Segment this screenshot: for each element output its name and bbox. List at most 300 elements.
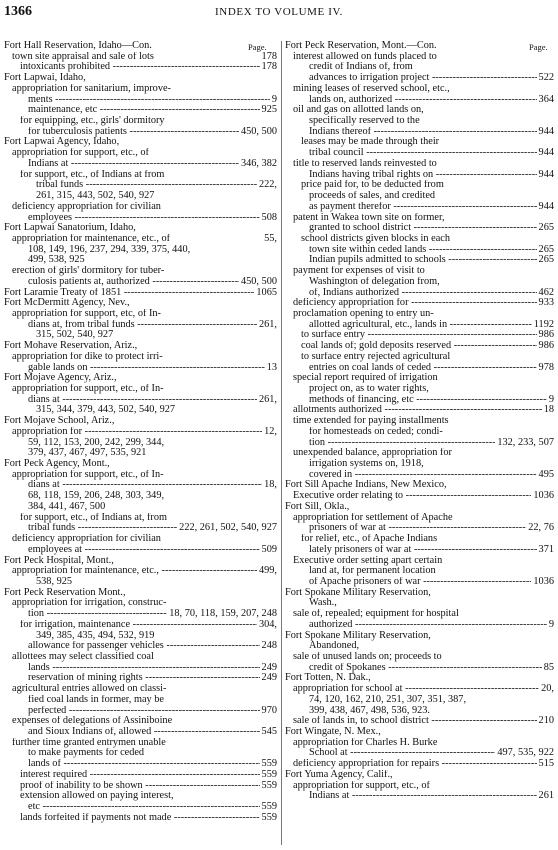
index-entry-line — [4, 180, 277, 191]
page-reference: 210 — [538, 716, 554, 727]
index-entry-line — [4, 95, 277, 106]
index-entry-heading — [4, 298, 277, 309]
index-entry-line — [285, 95, 554, 106]
index-entry-line — [285, 341, 554, 352]
index-entry-line — [4, 663, 277, 674]
right-index-column — [285, 41, 554, 802]
index-entry-line — [4, 202, 277, 213]
page-reference: 978 — [538, 362, 554, 373]
index-entry-line — [285, 266, 554, 277]
page-reference: 265 — [538, 223, 554, 234]
entry-text: Washington of delegation from, — [309, 276, 440, 287]
entry-text: erection of girls' dormitory for tuber- — [12, 266, 165, 277]
entry-text: appropriation for Charles H. Burke — [293, 737, 438, 748]
entry-text: gable lands on ----- — [28, 363, 277, 374]
entry-text: appropriation for sanitarium, improve- — [12, 83, 171, 94]
entry-text: Fort Totten, N. Dak., — [285, 673, 371, 684]
index-entry-heading — [4, 588, 277, 599]
page-reference: 265 — [538, 244, 554, 255]
page-reference: 986 — [538, 330, 554, 341]
index-entry-line — [4, 405, 277, 416]
page-reference: 12, — [264, 426, 277, 437]
entry-text: deficiency appropriation for ----- — [293, 298, 554, 309]
entry-text: sale of unused lands on; proceeds to — [293, 651, 442, 662]
index-entry-line — [285, 748, 554, 759]
entry-text: prisoners of war at ----- — [309, 523, 554, 534]
index-entry-line — [4, 759, 277, 770]
index-entry-line — [4, 738, 277, 749]
index-entry-line — [4, 234, 277, 245]
index-entry-line — [285, 277, 554, 288]
page-reference: 222, 261, 502, 540, 927 — [179, 523, 277, 534]
entry-text: Fort Lapwai, Idaho, — [4, 73, 86, 84]
entry-text: lands forfeited if payments not made ----- — [20, 813, 277, 824]
right-page-column-header: Page. — [529, 42, 548, 52]
index-entry-line — [4, 191, 277, 202]
page-reference: 265 — [538, 255, 554, 266]
entry-text: authorized ----- — [309, 620, 554, 631]
index-entry-line — [285, 684, 554, 695]
entry-text: proceeds of sales, and credited — [309, 191, 436, 202]
page-reference: 559 — [261, 780, 277, 791]
index-entry-line — [285, 62, 554, 73]
index-entry-heading — [285, 770, 554, 781]
entry-text: price paid for, to be deducted from — [301, 180, 444, 191]
index-entry-line — [285, 491, 554, 502]
entry-text: proclamation opening to entry un- — [293, 308, 434, 319]
index-entry-line — [285, 127, 554, 138]
entry-text: Indians having tribal rights on ----- — [309, 170, 554, 181]
entry-text: extension allowed on paying interest, — [20, 791, 174, 802]
index-entry-line — [285, 170, 554, 181]
entry-text: Fort Peck Reservation Mont., — [4, 587, 126, 598]
index-entry-line — [285, 738, 554, 749]
entry-text: Indian pupils admitted to schools ----- — [309, 255, 554, 266]
entry-text: dians at, from tribal funds ----- — [28, 320, 277, 331]
index-entry-line — [285, 781, 554, 792]
page-number: 1366 — [4, 4, 32, 19]
entry-text: 59, 112, 153, 200, 242, 299, 344, — [28, 437, 165, 448]
index-entry-line — [4, 673, 277, 684]
entry-text: town site appraisal and sale of lots — [12, 51, 154, 62]
entry-text: of Apache prisoners of war ----- — [309, 577, 554, 588]
index-entry-line — [285, 213, 554, 224]
entry-text: allowance for passenger vehicles ----- — [28, 641, 277, 652]
page-reference: 559 — [261, 802, 277, 813]
entry-text: Fort Laramie Treaty of 1851 ----- — [4, 288, 277, 299]
index-entry-line — [4, 309, 277, 320]
index-entry-line — [285, 513, 554, 524]
index-entry-heading — [285, 631, 554, 642]
page-reference: 462 — [538, 287, 554, 298]
index-entry-heading — [4, 137, 277, 148]
entry-text: 538, 925 — [36, 576, 73, 587]
index-entry-line — [4, 534, 277, 545]
index-entry-line — [285, 716, 554, 727]
page-reference: 986 — [538, 341, 554, 352]
index-entry-line — [4, 245, 277, 256]
entry-text: to make payments for ceded — [28, 748, 145, 759]
index-entry-line — [4, 566, 277, 577]
page-reference: 497, 535, 922 — [497, 748, 554, 759]
index-entry-line — [285, 598, 554, 609]
entry-text: appropriation for maintenance, etc., ----- — [12, 566, 277, 577]
index-entry-line — [4, 330, 277, 341]
index-entry-line — [285, 352, 554, 363]
index-entry-heading — [4, 556, 277, 567]
entry-text: tion ----- — [309, 438, 554, 449]
index-entry-line — [285, 320, 554, 331]
entry-text: appropriation for irrigation, construc- — [12, 598, 167, 609]
page-reference: 178 — [261, 51, 277, 62]
entry-text: Fort Spokane Military Reservation, — [285, 587, 431, 598]
entry-text: reservation of mining rights ----- — [28, 673, 277, 684]
index-entry-line — [285, 180, 554, 191]
entry-text: Executive order setting apart certain — [293, 555, 443, 566]
index-entry-line — [4, 545, 277, 556]
entry-text: Fort Hall Reservation, Idaho—Con. — [4, 41, 152, 51]
index-entry-line — [285, 105, 554, 116]
entry-text: employees ----- — [28, 213, 277, 224]
index-entry-line — [4, 727, 277, 738]
index-entry-line — [285, 384, 554, 395]
page-reference: 22, 76 — [528, 523, 554, 534]
entry-text: Fort Peck Agency, Mont., — [4, 459, 110, 470]
index-entry-line — [4, 706, 277, 717]
index-entry-line — [4, 427, 277, 438]
index-entry-line — [285, 706, 554, 717]
entry-text: Indians at ----- — [309, 791, 554, 802]
entry-text: deficiency appropriation for repairs ----- — [293, 759, 554, 770]
page-reference: 18, — [264, 480, 277, 491]
entry-text: advances to irrigation project ----- — [309, 73, 554, 84]
index-entry-line — [285, 330, 554, 341]
entry-text: time extended for paying installments — [293, 416, 449, 427]
index-entry-line — [4, 384, 277, 395]
page-reference: 346, 382 — [240, 158, 277, 169]
entry-text: school districts given blocks in each — [301, 233, 450, 244]
index-entry-line — [4, 513, 277, 524]
page-reference: 925 — [261, 105, 277, 116]
index-entry-line — [4, 116, 277, 127]
entry-text: town site within ceded lands ----- — [309, 245, 554, 256]
index-entry-line — [4, 52, 277, 63]
index-entry-heading — [4, 459, 277, 470]
entry-text: appropriation for support, etc., of — [12, 148, 149, 159]
page-reference: 304, — [258, 619, 277, 630]
entry-text: Fort Sill Apache Indians, New Mexico, — [285, 480, 447, 491]
entry-text: 349, 385, 435, 494, 532, 919 — [36, 630, 155, 641]
index-entry-line — [4, 598, 277, 609]
entry-text: unexpended balance, appropriation for — [293, 448, 452, 459]
entry-text: Fort Peck Reservation, Mont.—Con. — [285, 41, 437, 51]
index-entry-line — [4, 684, 277, 695]
index-entry-line — [4, 363, 277, 374]
index-entry-line — [285, 556, 554, 567]
entry-text: special report required of irrigation — [293, 373, 438, 384]
index-entry-heading — [4, 223, 277, 234]
index-entry-line — [285, 534, 554, 545]
index-entry-heading — [285, 41, 554, 52]
entry-text: and Sioux Indians of, allowed ----- — [28, 727, 277, 738]
index-entry-line — [4, 255, 277, 266]
index-entry-heading — [4, 341, 277, 352]
entry-text: granted to school district ----- — [309, 223, 554, 234]
entry-text: for equipping, etc., girls' dormitory — [20, 116, 165, 127]
index-entry-line — [4, 105, 277, 116]
entry-text: further time granted entrymen unable — [12, 737, 166, 748]
page-reference: 1036 — [533, 576, 554, 587]
page-reference: 944 — [538, 169, 554, 180]
entry-text: Fort Spokane Military Reservation, — [285, 630, 431, 641]
index-entry-line — [4, 652, 277, 663]
index-entry-heading — [285, 588, 554, 599]
index-entry-line — [4, 502, 277, 513]
entry-text: patent in Wakea town site on former, — [293, 212, 445, 223]
index-entry-line — [285, 288, 554, 299]
entry-text: oil and gas on allotted lands on, — [293, 105, 424, 116]
entry-text: allottees may select classified coal — [12, 651, 154, 662]
index-entry-line — [4, 127, 277, 138]
index-entry-line — [4, 813, 277, 824]
index-entry-line — [285, 663, 554, 674]
index-entry-line — [285, 52, 554, 63]
index-entry-line — [4, 62, 277, 73]
index-entry-line — [285, 523, 554, 534]
entry-text: appropriation for school at ----- — [293, 684, 554, 695]
index-entry-line — [4, 352, 277, 363]
entry-text: of, Indians authorized ----- — [309, 288, 554, 299]
entry-text: 74, 120, 162, 210, 251, 307, 351, 387, — [309, 694, 467, 705]
index-entry-line — [285, 791, 554, 802]
index-entry-line — [285, 405, 554, 416]
page-reference: 944 — [538, 148, 554, 159]
entry-text: Fort Wingate, N. Mex., — [285, 727, 381, 737]
entry-text: to surface entry rejected agricultural — [301, 351, 451, 362]
page-reference: 132, 233, 507 — [497, 437, 554, 448]
index-entry-line — [285, 641, 554, 652]
index-entry-line — [285, 202, 554, 213]
index-entry-heading — [4, 373, 277, 384]
page-reference: 261, — [258, 319, 277, 330]
entry-text: dians at ----- — [28, 480, 277, 491]
index-entry-line — [285, 159, 554, 170]
index-entry-line — [4, 609, 277, 620]
entry-text: title to reserved lands reinvested to — [293, 158, 437, 169]
entry-text: sale of, repealed; equipment for hospital — [293, 609, 459, 620]
entry-text: dians at ----- — [28, 395, 277, 406]
entry-text: 315, 344, 379, 443, 502, 540, 927 — [36, 405, 176, 416]
entry-text: credit of Indians of, from — [309, 62, 413, 73]
index-entry-line — [4, 748, 277, 759]
entry-text: fied coal lands in former, may be — [28, 694, 164, 705]
page-reference: 522 — [538, 73, 554, 84]
index-entry-line — [4, 620, 277, 631]
page-reference: 559 — [261, 769, 277, 780]
page-reference: 970 — [261, 705, 277, 716]
index-entry-line — [285, 245, 554, 256]
entry-text: Fort Mojave Agency, Ariz., — [4, 373, 117, 384]
index-entry-line — [4, 470, 277, 481]
entry-text: appropriation for ----- — [12, 427, 277, 438]
entry-text: tribal funds ----- — [36, 180, 277, 191]
page-reference: 371 — [538, 544, 554, 555]
index-entry-line — [4, 781, 277, 792]
entry-text: Fort Peck Hospital, Mont., — [4, 555, 114, 566]
entry-text: for support, etc., of Indians at from — [20, 169, 165, 180]
page-reference: 85 — [543, 662, 554, 673]
page-reference: 13 — [266, 362, 277, 373]
entry-text: Fort Mojave School, Ariz., — [4, 416, 115, 427]
index-entry-heading — [285, 673, 554, 684]
entry-text: maintenance, etc ----- — [28, 105, 277, 116]
index-entry-line — [4, 320, 277, 331]
entry-text: entries on coal lands of ceded ----- — [309, 363, 554, 374]
index-entry-line — [285, 470, 554, 481]
page-reference: 20, — [541, 684, 554, 695]
index-entry-heading — [285, 480, 554, 491]
index-entry-heading — [4, 416, 277, 427]
entry-text: lands ----- — [28, 663, 277, 674]
entry-text: appropriation for dike to protect irri- — [12, 351, 163, 362]
entry-text: Fort Lapwai Agency, Idaho, — [4, 137, 120, 148]
index-entry-line — [285, 137, 554, 148]
index-entry-line — [4, 716, 277, 727]
page-reference: 515 — [538, 759, 554, 770]
page-reference: 933 — [538, 298, 554, 309]
index-entry-line — [285, 620, 554, 631]
index-entry-line — [285, 255, 554, 266]
page-reference: 450, 500 — [240, 126, 277, 137]
column-divider — [281, 41, 282, 845]
page-reference: 364 — [538, 94, 554, 105]
entry-text: 261, 315, 443, 502, 540, 927 — [36, 191, 155, 202]
page-reference: 248 — [261, 641, 277, 652]
index-entry-heading — [4, 288, 277, 299]
index-entry-line — [285, 84, 554, 95]
page-reference: 178 — [261, 62, 277, 73]
entry-text: Fort Lapwai Sanatorium, Idaho, — [4, 223, 136, 234]
page-reference: 545 — [261, 727, 277, 737]
index-entry-line — [285, 448, 554, 459]
page-reference: 9 — [271, 94, 277, 105]
entry-text: proof of inability to be shown ----- — [20, 781, 277, 792]
index-entry-line — [285, 148, 554, 159]
index-entry-line — [285, 363, 554, 374]
page-reference: 499, — [258, 566, 277, 577]
entry-text: appropriation for support, etc., of In- — [12, 384, 164, 394]
index-entry-line — [285, 459, 554, 470]
page-reference: 495 — [538, 469, 554, 480]
entry-text: tion ----- — [28, 609, 277, 620]
entry-text: intoxicants prohibited ----- — [20, 62, 277, 73]
index-entry-line — [4, 631, 277, 642]
page-reference: 261 — [538, 791, 554, 802]
index-entry-line — [4, 770, 277, 781]
page-reference: 249 — [261, 662, 277, 673]
index-entry-line — [285, 416, 554, 427]
page-reference: 222, — [258, 180, 277, 191]
index-entry-line — [285, 695, 554, 706]
index-entry-line — [4, 802, 277, 813]
index-entry-line — [4, 84, 277, 95]
index-entry-line — [285, 652, 554, 663]
running-header: INDEX TO VOLUME IV. — [215, 6, 343, 18]
entry-text: 379, 437, 467, 497, 535, 921 — [28, 448, 147, 459]
entry-text: allotted agricultural, etc., lands in ----- — [309, 320, 554, 331]
entry-text: Fort McDermitt Agency, Nev., — [4, 298, 130, 309]
page-reference: 1192 — [533, 319, 554, 330]
index-entry-line — [4, 480, 277, 491]
page-reference: 9 — [548, 619, 554, 630]
entry-text: Wash., — [309, 598, 337, 609]
page-reference: 18, 70, 118, 159, 207, 248 — [169, 609, 277, 620]
entry-text: Abandoned, — [309, 641, 360, 652]
page-reference: 1036 — [533, 491, 554, 502]
page-reference: 944 — [538, 201, 554, 212]
entry-text: allotments authorized ----- — [293, 405, 554, 416]
index-entry-heading — [285, 727, 554, 738]
entry-text: for homesteads on ceded; condi- — [309, 426, 443, 437]
index-entry-line — [285, 759, 554, 770]
entry-text: for tuberculosis patients ----- — [28, 127, 277, 138]
page-reference: 261, — [258, 394, 277, 405]
index-entry-line — [4, 277, 277, 288]
page-reference: 9 — [548, 394, 554, 405]
entry-text: Indians at ----- — [28, 159, 277, 170]
index-entry-line — [285, 577, 554, 588]
index-entry-line — [285, 73, 554, 84]
entry-text: Fort Sill, Okla., — [285, 501, 350, 512]
page-reference: 944 — [538, 126, 554, 137]
left-page-column-header: Page. — [248, 42, 267, 52]
entry-text: Fort Yuma Agency, Calif., — [285, 769, 393, 780]
index-entry-line — [285, 234, 554, 245]
index-entry-heading — [285, 502, 554, 513]
index-entry-line — [4, 448, 277, 459]
page-reference: 508 — [261, 212, 277, 223]
index-entry-line — [4, 523, 277, 534]
index-entry-line — [4, 159, 277, 170]
entry-text: methods of financing, etc ----- — [309, 395, 554, 406]
index-entry-line — [285, 223, 554, 234]
entry-text: for relief, etc., of Apache Indians — [301, 534, 438, 545]
index-entry-line — [4, 577, 277, 588]
index-entry-line — [4, 641, 277, 652]
entry-text: agricultural entries allowed on classi- — [12, 684, 167, 695]
index-entry-heading — [4, 73, 277, 84]
entry-text: interest required ----- — [20, 770, 277, 781]
entry-text: 399, 438, 467, 498, 536, 923. — [309, 705, 430, 716]
entry-text: 499, 538, 925 — [28, 255, 85, 266]
entry-text: appropriation for settlement of Apache — [293, 512, 453, 523]
entry-text: etc ----- — [28, 802, 277, 813]
page-reference: 450, 500 — [240, 276, 277, 287]
index-entry-line — [4, 213, 277, 224]
page-reference: 249 — [261, 673, 277, 684]
index-entry-line — [285, 395, 554, 406]
index-entry-line — [285, 309, 554, 320]
entry-text: coal lands of; gold deposits reserved ----- — [301, 341, 554, 352]
page-reference: 509 — [261, 544, 277, 555]
page-reference: 18 — [543, 405, 554, 416]
entry-text: interest allowed on funds placed to — [293, 51, 437, 62]
entry-text: for support, etc., of Indians at, from — [20, 512, 167, 523]
entry-text: lands on, authorized ----- — [309, 95, 554, 106]
index-entry-line — [285, 545, 554, 556]
entry-text: 108, 149, 196, 237, 294, 339, 375, 440, — [28, 244, 191, 255]
entry-text: tribal council ----- — [309, 148, 554, 159]
